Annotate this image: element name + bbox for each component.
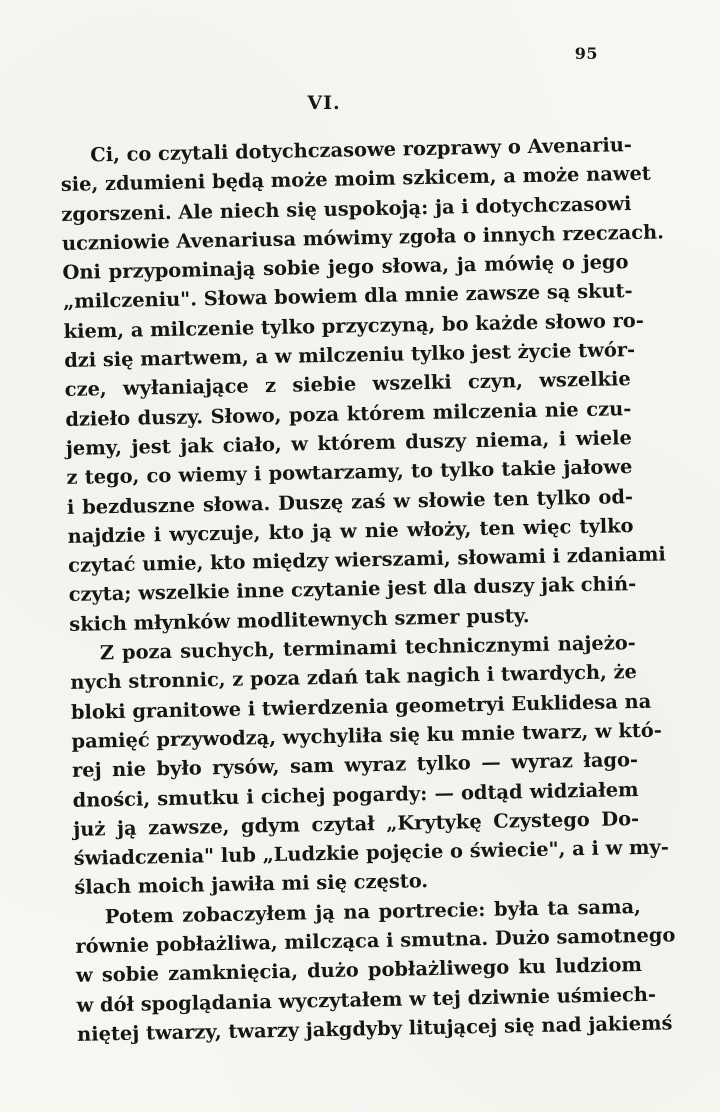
text-line: Ci, co czytali dotychczasowe rozprawy o Avenariu- (90, 133, 633, 167)
text-line: w dół spoglądania wyczytałem w tej dziwnie uśmiech- (76, 982, 657, 1017)
text-line: i bezduszne słowa. Duszę zaś w słowie ten tylko od- (66, 484, 634, 519)
text-line: równie pobłażliwa, milcząca i smutna. Dużo samotnego (75, 923, 676, 958)
text-line: uczniowie Avenariusa mówimy zgoła o innych rzeczach. (61, 220, 665, 255)
body-text (60, 130, 676, 1049)
text-line: Potem zobaczyłem ją na portrecie: była ta sama, (104, 894, 642, 928)
text-line: kiem, a milczenie tylko przyczyną, bo każde słowo ro- (63, 308, 645, 343)
text-line: pamięć przywodzą, wychyliła się ku mnie twarz, w któ- (71, 718, 662, 753)
text-line: niętej twarzy, twarzy jakgdyby litującej się nad jakiemś (76, 1011, 673, 1046)
text-line: zgorszeni. Ale niech się uspokoją: ja i dotychczasowi (61, 191, 632, 226)
text-line: świadczenia" lub „Ludzkie pojęcie o świecie", a i w my- (73, 835, 670, 870)
text-line: Z poza suchych, terminami technicznymi najeżo- (99, 631, 636, 665)
text-line: ślach moich jawiła mi się często. (74, 869, 429, 900)
text-line: jemy, jest jak ciało, w którem duszy niema, i wiele (65, 426, 633, 460)
text-line: sie, zdumieni będą może moim szkicem, a może nawet (60, 161, 651, 197)
text-line: już ją zawsze, gdym czytał „Krytykę Czystego Do- (72, 806, 640, 841)
text-line: cze, wyłaniające z siebie wszelki czyn, wszelkie (64, 367, 631, 402)
text-line: rej nie było rysów, sam wyraz tylko — wyraz łago- (71, 748, 639, 783)
text-line: bloki granitowe i twierdzenia geometryi Euklidesa na (70, 689, 652, 724)
text-line: czyta; wszelkie inne czytanie jest dla duszy jak chiń- (68, 572, 637, 607)
text-line: dzi się martwem, a w milczeniu tylko jest życie twór- (63, 338, 636, 373)
text-line: dności, smutku i cichej pogardy: — odtąd widziałem (72, 777, 639, 812)
text-line: najdzie i wyczuje, kto ją w nie włoży, ten więc tylko (67, 513, 634, 548)
text-line: w sobie zamknięcia, dużo pobłażliwego ku ludziom (75, 953, 643, 988)
text-line: nych stronnic, z poza zdań tak nagich i twardych, że (70, 660, 638, 695)
text-line: czytać umie, kto między wierszami, słowami i zdaniami (67, 542, 666, 578)
chapter-heading: VI. (307, 92, 341, 114)
text-line: skich młynków modlitewnych szmer pusty. (69, 603, 530, 636)
text-line: Oni przypominają sobie jego słowa, ja mówię o jego (62, 250, 629, 285)
text-line: „milczeniu". Słowa bowiem dla mnie zawsze są skut- (62, 279, 633, 314)
text-line: z tego, co wiemy i powtarzamy, to tylko takie jałowe (66, 455, 633, 490)
page-number: 95 (574, 44, 598, 63)
text-line: dzieło duszy. Słowo, poza którem milczenia nie czu- (65, 396, 632, 431)
